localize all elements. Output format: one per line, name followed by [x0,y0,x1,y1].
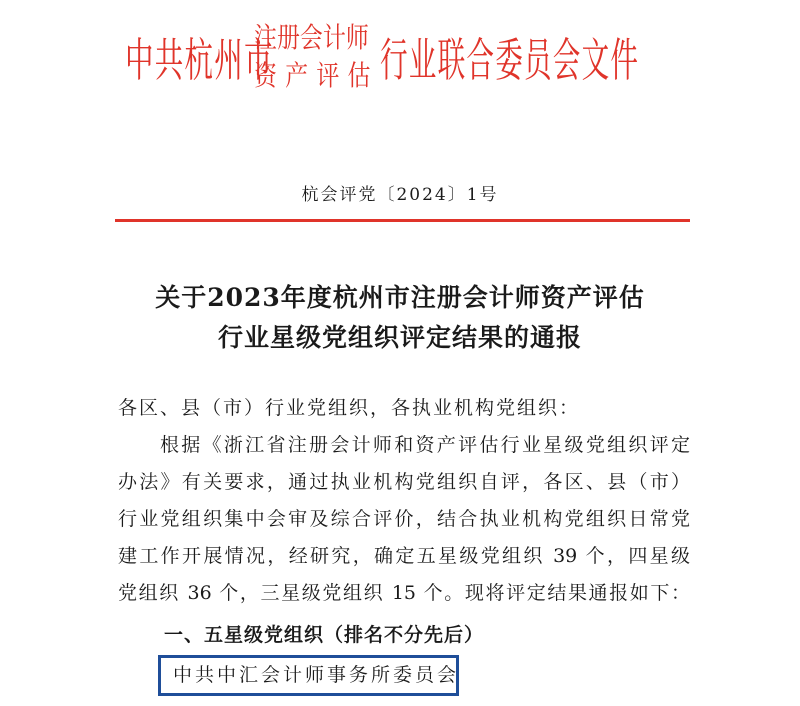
highlighted-list-item: 中共中汇会计师事务所委员会 [158,655,459,696]
salutation: 各区、县（市）行业党组织，各执业机构党组织： [118,397,581,419]
red-divider [115,219,690,222]
header-org-part2-top: 注册会计师 [254,21,369,54]
title-line-2: 行业星级党组织评定结果的通报 [217,323,582,352]
paragraph-line: 党组织 36 个，三星级党组织 15 个。现将评定结果通报如下： [118,582,690,604]
title-line-1: 关于2023年度杭州市注册会计师资产评估 [155,283,645,312]
paragraph-line: 行业党组织集中会审及综合评价，结合执业机构党组织日常党 [118,508,690,530]
section-heading: 一、五星级党组织（排名不分先后） [164,624,485,646]
header-org-part3: 行业联合委员会文件 [380,33,640,87]
paragraph-line: 根据《浙江省注册会计师和资产评估行业星级党组织评定 [160,434,690,456]
paragraph-line: 办法》有关要求，通过执业机构党组织自评，各区、县（市） [118,471,690,493]
document-number: 杭会评党〔2024〕1号 [301,185,499,205]
header-org-part1: 中共杭州市 [125,33,274,87]
header-org-part2-bottom: 资产评估 [254,59,379,92]
paragraph-line: 建工作开展情况，经研究，确定五星级党组织 39 个，四星级 [118,545,690,567]
